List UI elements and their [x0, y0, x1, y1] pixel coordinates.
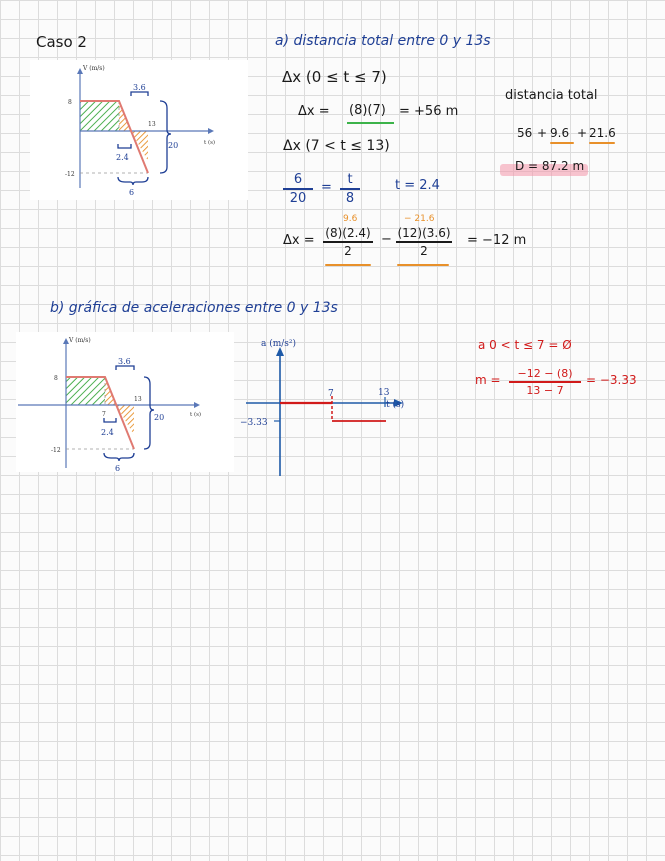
term1-underline: [325, 264, 371, 266]
ratio-left-bar: [283, 188, 313, 190]
caso-title: Caso 2: [36, 33, 87, 51]
velocity-graph-2: [16, 332, 234, 472]
slope-bar: [509, 381, 581, 383]
term2-annotation: − 21.6: [404, 214, 435, 224]
annot-6-label-1: 6: [129, 188, 135, 197]
term1-bar: [323, 241, 373, 243]
brace-20-1: [160, 101, 171, 173]
term2-underline: [397, 264, 449, 266]
term2-numerator: (12)(3.6): [397, 226, 451, 240]
dx1-result: = +56 m: [399, 104, 459, 119]
total-sum-c-underline: [589, 142, 615, 144]
ratio-left-denominator: 20: [289, 190, 307, 206]
tick-neg12-label-1: -12: [65, 171, 75, 178]
annot-24-label-1: 2.4: [116, 153, 129, 162]
brace-20-2: [144, 377, 154, 449]
term1-numerator: (8)(2.4): [325, 226, 371, 240]
slope-lhs: m =: [475, 373, 501, 387]
acceleration-graph: [236, 334, 416, 479]
slope-denominator: 13 − 7: [526, 383, 564, 397]
annot-6-label-2: 6: [115, 464, 121, 472]
dx2-interval: Δx (7 < t ≤ 13): [283, 138, 390, 154]
ratio-right-numerator: t: [347, 172, 353, 187]
velocity-graph-2-svg: [16, 332, 234, 472]
dx1-expr-underline: [347, 122, 394, 124]
bracket-24-2: [104, 418, 116, 422]
accel-interval-zero: a 0 < t ≤ 7 = Ø: [478, 338, 572, 352]
ratio-left-numerator: 6: [293, 172, 303, 187]
brace-6-2: [104, 453, 134, 461]
accel-tick-neg333-label: −3.33: [240, 418, 268, 428]
total-sum-b: 9.6: [550, 126, 570, 140]
part-a-heading: a) distancia total entre 0 y 13s: [275, 33, 491, 49]
total-plus-1: +: [537, 126, 548, 140]
annot-24-label-2: 2.4: [101, 428, 114, 437]
tick-7-label-2: 7: [102, 411, 106, 418]
velocity-axis-label-2: V (m/s): [69, 337, 91, 344]
term1-fraction: [323, 226, 373, 258]
total-sum-a: 56: [517, 126, 533, 140]
total-d-result: D = 87.2 m: [515, 159, 585, 173]
term2-denominator: 2: [420, 243, 428, 258]
area-positive-1-green: [80, 101, 119, 131]
velocity-axis-label-1: V (m/s): [83, 65, 105, 72]
bracket-36-2: [116, 366, 134, 370]
term2-bar: [396, 241, 452, 243]
ratio-right-bar: [340, 188, 360, 190]
tick-8-label-2: 8: [54, 375, 58, 382]
ratio-equals: =: [321, 180, 332, 195]
time-axis-label-1: t (s): [204, 140, 216, 146]
dx1-interval: Δx (0 ≤ t ≤ 7): [282, 68, 387, 86]
area-positive-2-green: [66, 377, 105, 405]
ratio-right-denominator: 8: [345, 190, 355, 206]
annot-36-label-2: 3.6: [118, 357, 131, 366]
total-sum-b-underline: [550, 142, 574, 144]
tick-13-label-1: 13: [148, 121, 156, 128]
acceleration-axis-label: a (m/s²): [261, 339, 297, 349]
total-label: distancia total: [505, 88, 598, 103]
slope-numerator: −12 − (8): [517, 367, 573, 380]
dx1-lhs: Δx =: [298, 104, 330, 119]
term1-denominator: 2: [344, 243, 352, 258]
annot-20-label-1: 20: [168, 141, 179, 150]
velocity-graph-1: [30, 60, 248, 200]
accel-tick-13-label: 13: [378, 388, 390, 398]
bracket-24-1: [118, 144, 131, 148]
time-axis-1-arrow-icon: [208, 128, 214, 134]
brace-6-1: [118, 177, 148, 185]
minus-sign: −: [381, 232, 392, 247]
acceleration-graph-svg: [236, 334, 416, 479]
dx-final-result: = −12 m: [467, 233, 527, 248]
slope-result: = −3.33: [586, 373, 637, 387]
annot-20-label-2: 20: [154, 413, 165, 422]
tick-neg12-label-2: -12: [51, 447, 61, 454]
time-axis-2-arrow-icon: [194, 402, 200, 408]
tick-13-label-2: 13: [134, 396, 142, 403]
t-value: t = 2.4: [395, 178, 440, 193]
term2-fraction: [396, 226, 452, 258]
velocity-graph-1-svg: [30, 60, 248, 200]
bracket-36-1: [131, 92, 148, 96]
tick-8-label-1: 8: [68, 99, 72, 106]
total-sum-c: 21.6: [589, 126, 616, 140]
annot-36-label-1: 3.6: [133, 83, 146, 92]
accel-tick-7-label: 7: [328, 389, 334, 399]
dx-final-lhs: Δx =: [283, 233, 315, 248]
term1-annotation: 9.6: [343, 214, 358, 224]
part-b-heading: b) gráfica de aceleraciones entre 0 y 13s: [50, 300, 338, 316]
dx1-expr: (8)(7): [349, 103, 386, 118]
total-plus-2: +: [577, 126, 588, 140]
accel-time-axis-label: t (s): [386, 400, 405, 410]
ratio-right-fraction: [340, 172, 360, 206]
slope-fraction: [509, 367, 581, 397]
time-axis-label-2: t (s): [190, 412, 202, 418]
ratio-left-fraction: [283, 172, 313, 206]
